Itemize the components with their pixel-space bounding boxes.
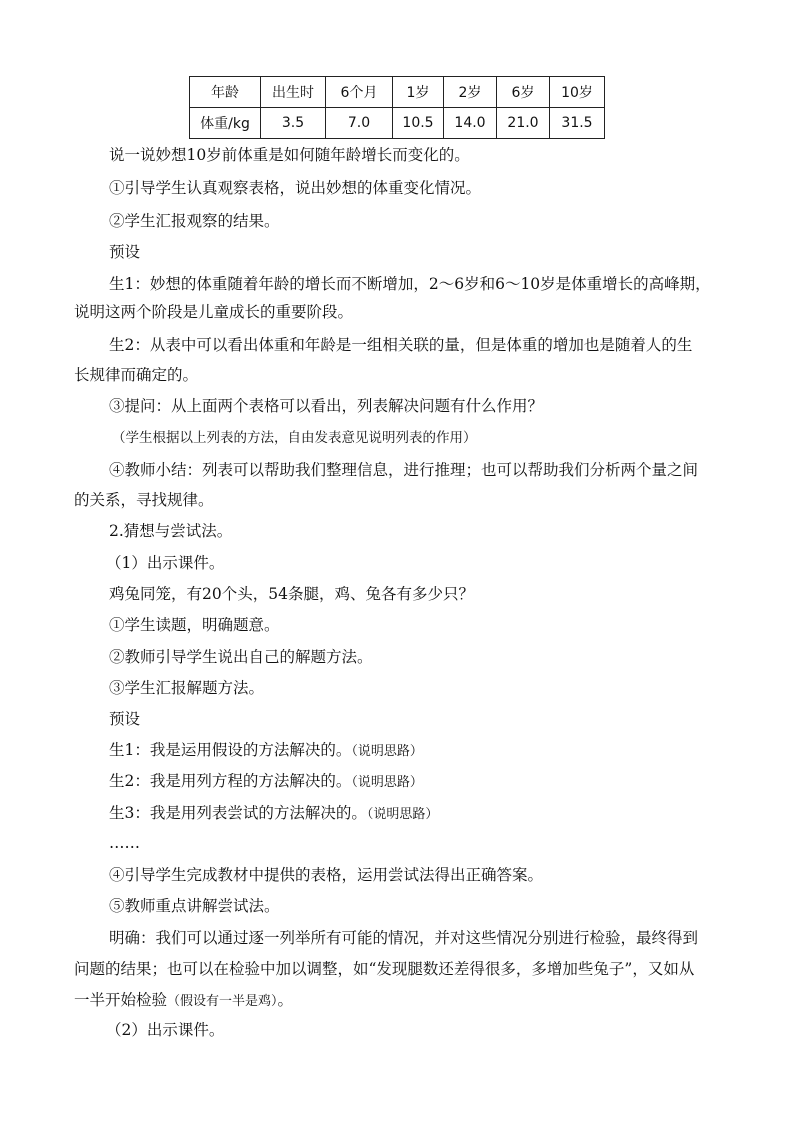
- table-cell: 2岁: [444, 77, 497, 108]
- table-row: [190, 108, 605, 139]
- table-cell: 21.0: [497, 108, 550, 139]
- paragraph: ②学生汇报观察的结果。: [109, 212, 280, 230]
- ellipsis: ……: [109, 834, 140, 852]
- paragraph: ④教师小结：列表可以帮助我们整理信息，进行推理；也可以帮助我们分析两个量之间: [109, 461, 699, 479]
- paragraph-text: 生1：我是运用假设的方法解决的。: [109, 741, 352, 759]
- paragraph-text: 生2：我是用列方程的方法解决的。: [109, 772, 352, 790]
- paragraph: 生2：从表中可以看出体重和年龄是一组相关联的量，但是体重的增加也是随着人的生: [109, 336, 693, 354]
- table-cell: 31.5: [550, 108, 605, 139]
- paragraph: [109, 740, 423, 762]
- paragraph-text: 一半开始检验: [74, 991, 168, 1009]
- age-weight-table: [189, 76, 605, 139]
- paragraph-text: 生3：我是用列表尝试的方法解决的。: [109, 804, 367, 822]
- paragraph: 说明这两个阶段是儿童成长的重要阶段。: [74, 303, 354, 321]
- paragraph: 说一说妙想10岁前体重是如何随年龄增长而变化的。: [109, 146, 470, 164]
- section-heading: 2.猜想与尝试法。: [109, 522, 233, 540]
- note: （假设有一半是鸡）: [167, 994, 278, 1009]
- paragraph: ①引导学生认真观察表格，说出妙想的体重变化情况。: [109, 179, 482, 197]
- paragraph: （2）出示课件。: [106, 1021, 225, 1039]
- note: （说明思路）: [351, 744, 423, 759]
- paragraph: [109, 771, 423, 793]
- table-cell: 7.0: [326, 108, 393, 139]
- paragraph-heading: 预设: [109, 243, 141, 261]
- paragraph: ③学生汇报解题方法。: [109, 679, 265, 697]
- paragraph: 鸡兔同笼，有20个头，54条腿，鸡、兔各有多少只？: [109, 585, 474, 603]
- paragraph: 的关系，寻找规律。: [74, 491, 214, 509]
- table-cell: 6岁: [497, 77, 550, 108]
- paragraph: ①学生读题，明确题意。: [109, 616, 280, 634]
- paragraph: （1）出示课件。: [106, 554, 225, 572]
- paragraph: [74, 990, 293, 1012]
- paragraph: ⑤教师重点讲解尝试法。: [109, 897, 280, 915]
- paragraph: ④引导学生完成教材中提供的表格，运用尝试法得出正确答案。: [109, 866, 544, 884]
- paragraph: 明确：我们可以通过逐一列举所有可能的情况，并对这些情况分别进行检验，最终得到: [109, 929, 699, 947]
- paragraph: 长规律而确定的。: [74, 366, 199, 384]
- table-cell: 14.0: [444, 108, 497, 139]
- note: （学生根据以上列表的方法，自由发表意见说明列表的作用）: [112, 430, 477, 446]
- paragraph: 生1：妙想的体重随着年龄的增长而不断增加，2～6岁和6～10岁是体重增长的高峰期，: [109, 275, 711, 293]
- paragraph: [109, 803, 438, 825]
- paragraph: 问题的结果；也可以在检验中加以调整，如“发现腿数还差得很多，多增加些兔子”，又如从: [74, 960, 695, 978]
- table-cell: 1岁: [393, 77, 444, 108]
- paragraph: ③提问：从上面两个表格可以看出，列表解决问题有什么作用？: [109, 397, 544, 415]
- table-cell: 6个月: [326, 77, 393, 108]
- table-header-row: [190, 77, 605, 108]
- paragraph: ②教师引导学生说出自己的解题方法。: [109, 648, 373, 666]
- paragraph-heading: 预设: [109, 710, 141, 728]
- table-cell: 出生时: [261, 77, 326, 108]
- table-cell: 年龄: [190, 77, 261, 108]
- table-cell: 10岁: [550, 77, 605, 108]
- paragraph-text: 。: [277, 991, 294, 1009]
- note: （说明思路）: [366, 807, 439, 822]
- table-cell: 3.5: [261, 108, 326, 139]
- table-cell: 10.5: [393, 108, 444, 139]
- table-cell: 体重/kg: [190, 108, 261, 139]
- note: （说明思路）: [351, 775, 423, 790]
